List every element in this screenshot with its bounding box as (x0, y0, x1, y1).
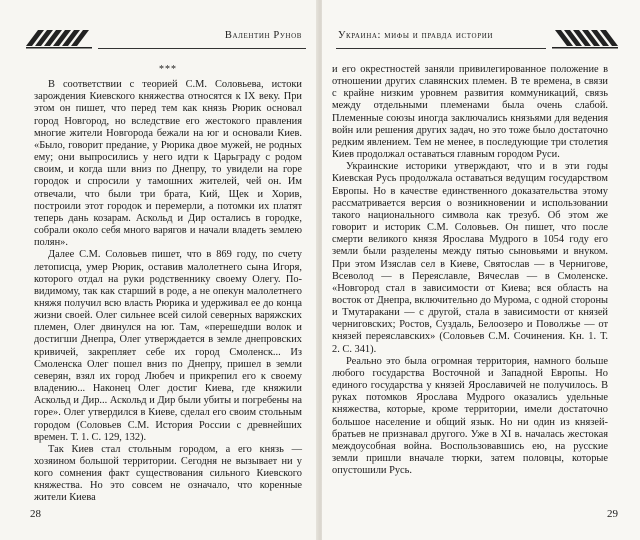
right-paragraph-1: и его окрестностей заняли привилегированное положение в отношении других славянских племен. В те времена, в связи с крайне низким уровнем развития коммуникаций, связь между отдельными племенами была очень слабой. Племенные союзы иногда заключались князьями для ведения войн или решения других задач, но это тоже было достаточно редким явлением. Тем не менее, в последующие три столетия Киев продолжал оставаться главным городом Руси. (332, 64, 608, 161)
left-page-number: 28 (30, 508, 41, 520)
right-paragraph-3: Реально это была огромная территория, намного больше любого государства Восточной и Западной Европы. Но единого государства у князей Ярославичей не получилось. В руках потомков Ярослава Мудрого оказались удельные княжества, которые, кроме территории, имели достаточно большое население и общий язык. Но ни один из князей-братьев не признавал другого. Уже в XI в. началась жестокая междоусобная война. Воспользовавшись ею, на русские земли пришли вначале тюрки, затем половцы, которые опустошили Русь. (332, 355, 608, 477)
left-header-rule (98, 48, 306, 49)
left-body-text (34, 64, 302, 505)
right-page-number: 29 (607, 508, 618, 520)
right-running-head-text: Украина: мифы и правда истории (338, 30, 494, 41)
left-page (0, 0, 318, 540)
left-running-header (26, 22, 312, 52)
left-paragraph-3: Так Киев стал стольным городом, а его князь — хозяином большой территории. Сегодня не вызывает ни у кого сомнения факт существования сильного Киевского княжества. Но это совсем не означало, что коренные жители Киева (34, 443, 302, 504)
right-header-rule (336, 48, 546, 49)
left-ornament-icon (26, 26, 92, 52)
right-body-text (332, 64, 608, 477)
right-running-header (328, 22, 618, 52)
left-running-head-text: Валентин Рунов (224, 30, 302, 41)
right-paragraph-2: Украинские историки утверждают, что и в эти годы Киевская Русь продолжала оставаться ведущим государством Европы. Но в качестве единственного доказательства этому рассматривается версия о возникновении и использовании такого национального символа как трезуб. Об этом же говорит и историк С.М. Соловьев. Он пишет, что после смерти великого князя Ярослава Мудрого в 1054 году его земли были разделены между пятью сыновьями и внуком. При этом Изяслав сел в Киеве, Святослав — в Чернигове, Всеволод — в Переяславле, Вячеслав — в Смоленске. «Новгород стал в зависимости от Киева; вся область на восток от Днепра, включительно до Мурома, с одной стороны и Тмутаракани — с другой, стала в зависимости от князей черниговских; Ростов, Суздаль, Белоозеро и Поволжье — от князей переяславских» (Соловьев С.М. Сочинения. Кн. 1. Т. 2. С. 341). (332, 161, 608, 355)
left-paragraph-2: Далее С.М. Соловьев пишет, что в 869 году, по счету летописца, умер Рюрик, оставив малолетнего сына Игоря, которого отдал на руки родственнику своему Олегу. По-видимому, так как старший в роде, а не опекун малолетнего княжя получил всю власть Рюрика и удерживал ее до конца жизни своей. Олег сильнее всей силой северных варяжских племен, Олег двинулся на юг. Там, «перешедши волок и достигши Днепра, Олег утверждается в земле днепровских кривичей, закрепляет себе их город Смоленск... Из Смоленска Олег пошел вниз по Днепру, пришел в земли северян, взял их город Любеч и прикрепил его к своему владению... Наконец Олег достиг Киева, где княжили Аскольд и Дир... Аскольд и Дир были убиты и погребены на горе». Олег утвердился в Киеве, сделал его своим стольным городом (Соловьев С.М. История России с древнейших времен. Т. 1. С. 129, 132). (34, 249, 302, 443)
section-break-stars: *** (159, 64, 177, 75)
right-page (322, 0, 640, 540)
left-paragraph-1: В соответствии с теорией С.М. Соловьева, истоки зарождения Киевского княжества относятся к IX веку. При этом он пишет, что перед тем как князь Рюрик основал город Новгород, но вследствие его жестокого правления многие жители Новгорода бежали на юг и основали Киев. «Было, говорит предание, у Рюрика двое мужей, не родных ему; они выпросились у него идти к Царьграду с родом своим, и когда шли вниз по Днепру, то увидели на горе городок и спросили у тамошних жителей, чей он. Им отвечали, что были три брата, Кий, Щек и Хорив, построили этот городок и перемерли, а потомки их платят теперь дань козарам. Аскольд и Дир остались в городке, собрали около себя много варягов и начали владеть землею полян». (34, 79, 302, 249)
right-ornament-icon (552, 26, 618, 52)
